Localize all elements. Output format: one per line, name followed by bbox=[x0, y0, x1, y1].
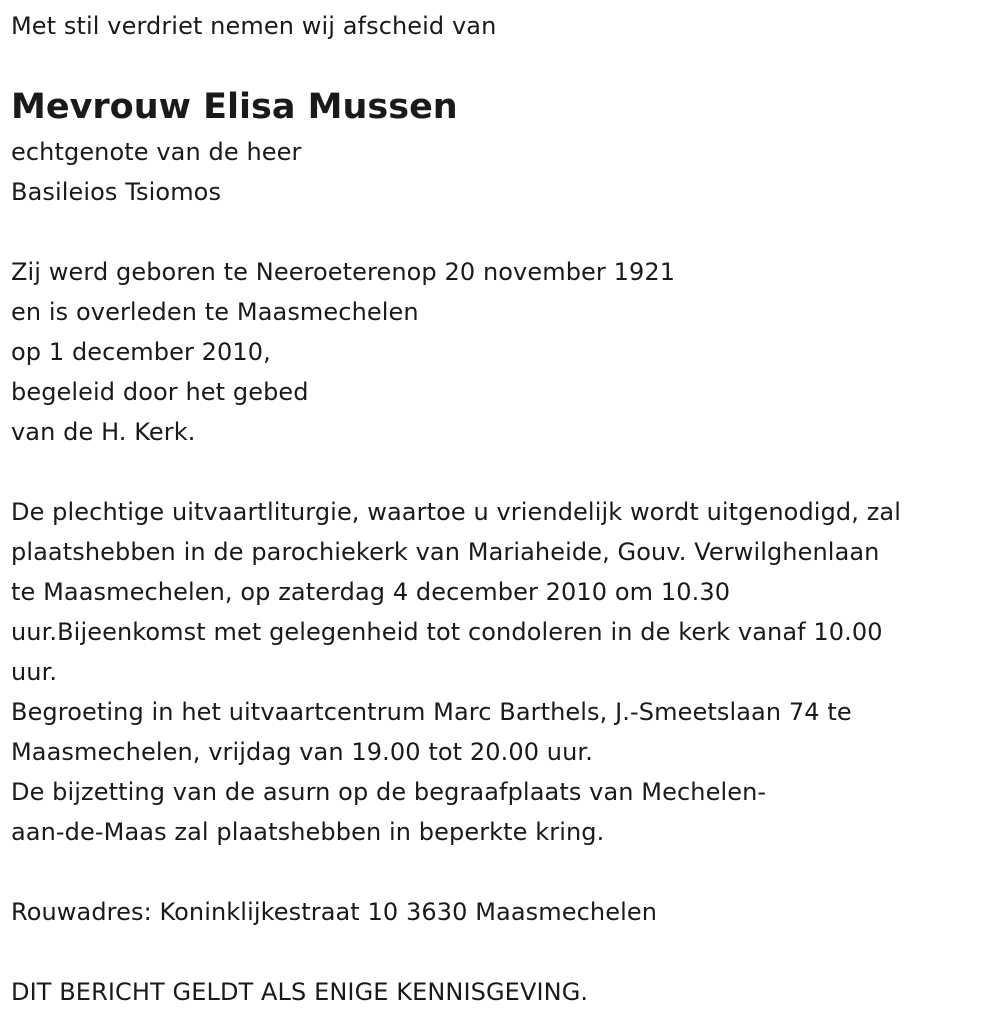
spacer bbox=[11, 852, 1000, 892]
ceremony-line: Begroeting in het uitvaartcentrum Marc Barthels, J.-Smeetslaan 74 te bbox=[11, 698, 852, 726]
life-line: en is overleden te Maasmechelen bbox=[11, 298, 419, 326]
life-line: begeleid door het gebed bbox=[11, 378, 309, 406]
life-line: van de H. Kerk. bbox=[11, 418, 196, 446]
relation-line: Basileios Tsiomos bbox=[11, 178, 222, 206]
deceased-name: Mevrouw Elisa Mussen bbox=[11, 87, 458, 127]
spacer bbox=[11, 46, 1000, 80]
ceremony-line: plaatshebben in de parochiekerk van Mariaheide, Gouv. Verwilghenlaan bbox=[11, 538, 880, 566]
spacer bbox=[11, 212, 1000, 252]
ceremony-line: Maasmechelen, vrijdag van 19.00 tot 20.00 uur. bbox=[11, 738, 593, 766]
ceremony-line: aan-de-Maas zal plaatshebben in beperkte kring. bbox=[11, 818, 605, 846]
ceremony-line: te Maasmechelen, op zaterdag 4 december 2010 om 10.30 bbox=[11, 578, 731, 606]
notice-text: DIT BERICHT GELDT ALS ENIGE KENNISGEVING. bbox=[11, 978, 589, 1006]
life-line: op 1 december 2010, bbox=[11, 338, 271, 366]
ceremony-line: De bijzetting van de asurn op de begraafplaats van Mechelen- bbox=[11, 778, 767, 806]
spacer bbox=[11, 452, 1000, 492]
ceremony-line: De plechtige uitvaartliturgie, waartoe u vriendelijk wordt uitgenodigd, zal bbox=[11, 498, 901, 526]
intro-text: Met stil verdriet nemen wij afscheid van bbox=[11, 12, 497, 40]
spacer bbox=[11, 932, 1000, 972]
ceremony-line: uur.Bijeenkomst met gelegenheid tot condoleren in de kerk vanaf 10.00 bbox=[11, 618, 883, 646]
mourning-address: Rouwadres: Koninklijkestraat 10 3630 Maasmechelen bbox=[11, 898, 658, 926]
ceremony-line: uur. bbox=[11, 658, 58, 686]
life-line: Zij werd geboren te Neeroeterenop 20 november 1921 bbox=[11, 258, 676, 286]
relation-line: echtgenote van de heer bbox=[11, 138, 302, 166]
